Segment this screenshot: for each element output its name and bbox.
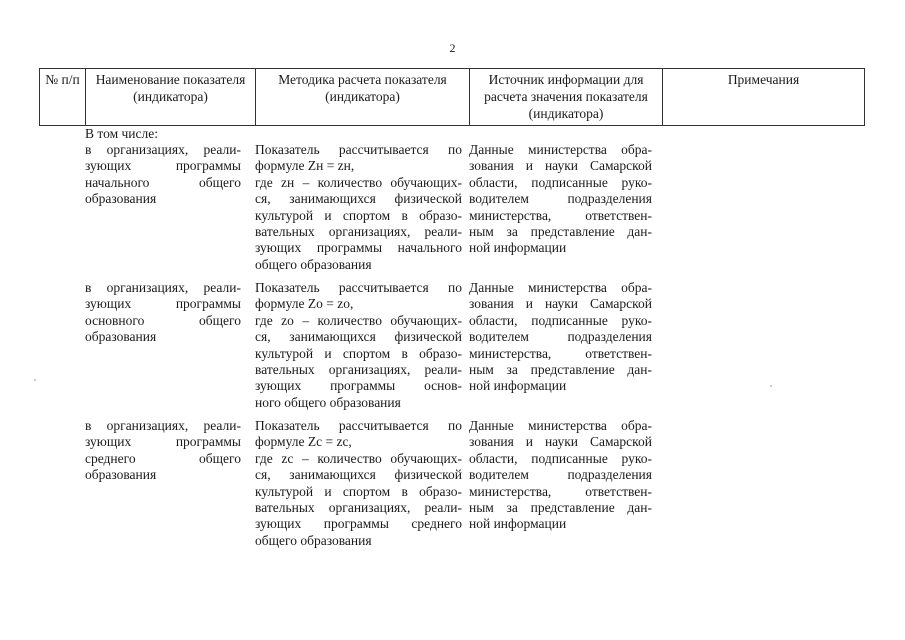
indicator-name: в организациях, реали- зующих программы начального общего образования <box>85 142 241 207</box>
calculation-method: Показатель рассчитывается по формуле Zс = zс, где zс – количество обучающих- ся, занимающихся физической культурой и спортом в образо- вательных организациях, реали- зующих программы среднего общего образования <box>255 418 462 548</box>
calculation-method: Показатель рассчитывается по формуле Zн = zн, где zн – количество обучающих- ся, занимающихся физической культурой и спортом в образо- вательных организациях, реали- зующих программы начального общего образования <box>255 142 462 272</box>
calculation-method: Показатель рассчитывается по формуле Zо = zо, где zо – количество обучающих- ся, занимающихся физической культурой и спортом в образо- вательных организациях, реали- зующих программы основ- ного общего образования <box>255 280 462 410</box>
header-notes: Примечания <box>663 69 865 126</box>
scan-speck <box>34 379 36 381</box>
page-number: 2 <box>449 41 456 55</box>
scan-speck <box>770 385 772 387</box>
intro-text: В том числе: <box>85 126 158 141</box>
information-source: Данные министерства обра- зования и науки Самарской области, подписанные руко- водителем подразделения министерства, ответствен- ным за представление дан- ной информации <box>469 418 652 532</box>
header-indicator-name: Наименование показателя (индикатора) <box>86 69 256 126</box>
header-source: Источник информации для расчета значения показателя (индикатора) <box>470 69 663 126</box>
header-method: Методика расчета показателя (индикатора) <box>256 69 470 126</box>
information-source: Данные министерства обра- зования и науки Самарской области, подписанные руко- водителем подразделения министерства, ответствен- ным за представление дан- ной информации <box>469 142 652 256</box>
header-number: № п/п <box>40 69 86 126</box>
information-source: Данные министерства обра- зования и науки Самарской области, подписанные руко- водителем подразделения министерства, ответствен- ным за представление дан- ной информации <box>469 280 652 394</box>
indicator-name: в организациях, реали- зующих программы основного общего образования <box>85 280 241 345</box>
indicator-name: в организациях, реали- зующих программы среднего общего образования <box>85 418 241 483</box>
table-header <box>39 68 865 126</box>
